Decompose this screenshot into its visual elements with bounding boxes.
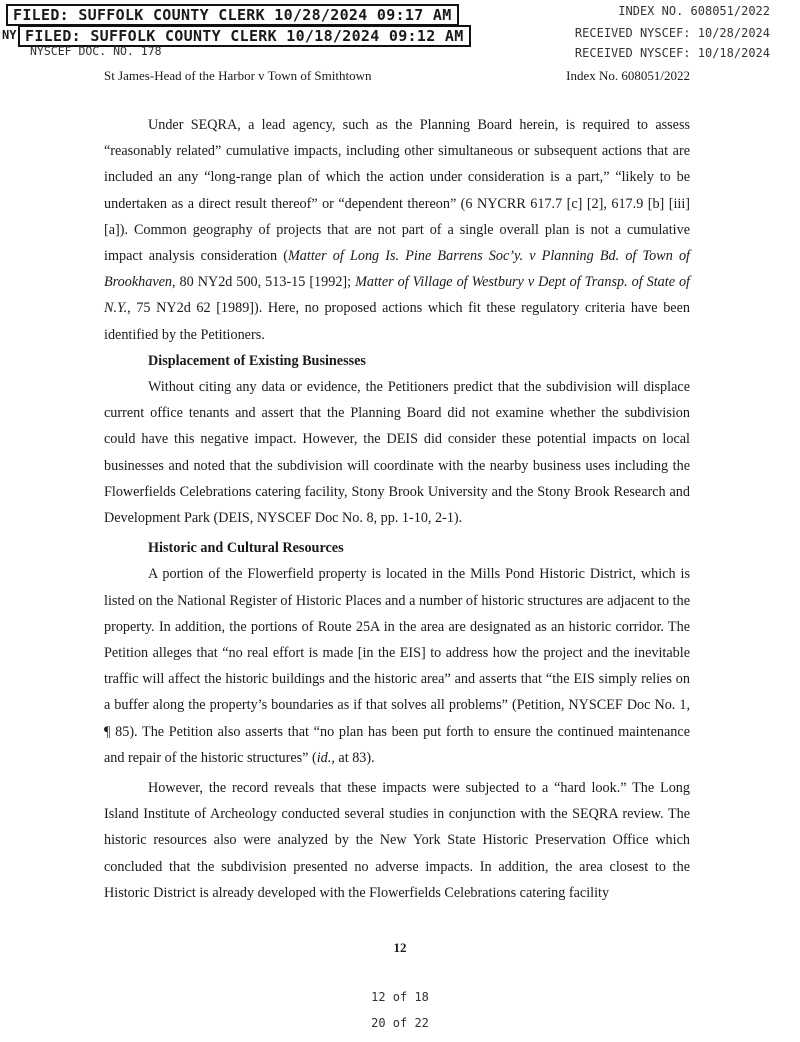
- citation-westbury: Matter of Village of Westbury v Dept of Transp. of State of N.Y.: [104, 274, 690, 317]
- running-head: [104, 68, 690, 84]
- filed-stamp-prefix: NY: [2, 28, 17, 42]
- paragraph-cumulative-impacts: Under SEQRA, a lead agency, such as the Planning Board herein, is required to assess “reasonably related” cumulative impacts, including other simultaneous or subsequent actions that are included an any “long-range plan of which the action under consideration is a part,” “likely to be undertaken as a direct result thereof” or “dependent thereon” (6 NYCRR 617.7 [c] [2], 617.9 [b] [iii] [a]). Common geography of projects that are not part of a single overall plan is not a cumulative impact analysis consideration (Matter of Long Is. Pine Barrens Soc’y. v Planning Bd. of Town of Brookhaven, 80 NY2d 500, 513-15 [1992]; Matter of Village of Westbury v Dept of Transp. of State of N.Y., 75 NY2d 62 [1989]). Here, no proposed actions which fit these regulatory criteria have been identified by the Petitioners.: [104, 117, 690, 343]
- citation-pine-barrens: Matter of Long Is. Pine Barrens Soc’y. v Planning Bd. of Town of Brookhaven: [104, 248, 690, 291]
- nyscef-doc-number: NYSCEF DOC. NO. 178: [30, 44, 162, 58]
- page-of-total-secondary: 20 of 22: [371, 1016, 429, 1030]
- index-number: INDEX NO. 608051/2022: [618, 4, 770, 18]
- filed-stamp-secondary: FILED: SUFFOLK COUNTY CLERK 10/18/2024 09:12 AM: [18, 25, 471, 47]
- filed-stamp-primary: FILED: SUFFOLK COUNTY CLERK 10/28/2024 09:17 AM: [6, 4, 459, 26]
- received-nyscef-overlap: RECEIVED NYSCEF: 10/28/2024: [574, 26, 770, 40]
- heading-historic-resources: Historic and Cultural Resources: [148, 540, 344, 557]
- document-body: [104, 112, 690, 906]
- received-nyscef: RECEIVED NYSCEF: 10/18/2024: [574, 46, 770, 60]
- paragraph-hard-look: However, the record reveals that these impacts were subjected to a “hard look.” The Long Island Institute of Archeology conducted several studies in conjunction with the SEQRA review. The historic resources also were analyzed by the New York State Historic Preservation Office which concluded that the subdivision presented no adverse impacts. In addition, the area closest to the Historic District is already developed with the Flowerfields Celebrations catering facility: [104, 780, 690, 901]
- case-index-number: Index No. 608051/2022: [566, 68, 690, 83]
- case-caption: St James-Head of the Harbor v Town of Smithtown: [104, 68, 372, 83]
- citation-id: id.: [316, 749, 332, 766]
- heading-displacement: Displacement of Existing Businesses: [148, 352, 366, 369]
- page-of-total-primary: 12 of 18: [371, 990, 429, 1004]
- paragraph-historic-district: A portion of the Flowerfield property is located in the Mills Pond Historic District, which is listed on the National Register of Historic Places and a number of historic structures are adjacent to the property. In addition, the portions of Route 25A in the area are designated as an historic corridor. The Petition alleges that “no real effort is made [in the EIS] to address how the project and the inevitable traffic will affect the historic buildings and the historic area” and asserts that “the EIS simply relies on a buffer along the property’s boundaries as if that solves all problems” (Petition, NYSCEF Doc No. 1, ¶ 85). The Petition also asserts that “no plan has been put forth to ensure the continued maintenance and repair of the historic structures” (id., at 83).: [104, 566, 690, 766]
- paragraph-displacement: Without citing any data or evidence, the Petitioners predict that the subdivision will displace current office tenants and assert that the Planning Board did not examine whether the subdivision could have this negative impact. However, the DEIS did consider these potential impacts on local businesses and noted that the subdivision will coordinate with the nearby business uses including the Flowerfields Celebrations catering facility, Stony Brook University and the Stony Brook Research and Development Park (DEIS, NYSCEF Doc No. 8, pp. 1-10, 2-1).: [104, 379, 690, 527]
- page-number: 12: [393, 940, 407, 955]
